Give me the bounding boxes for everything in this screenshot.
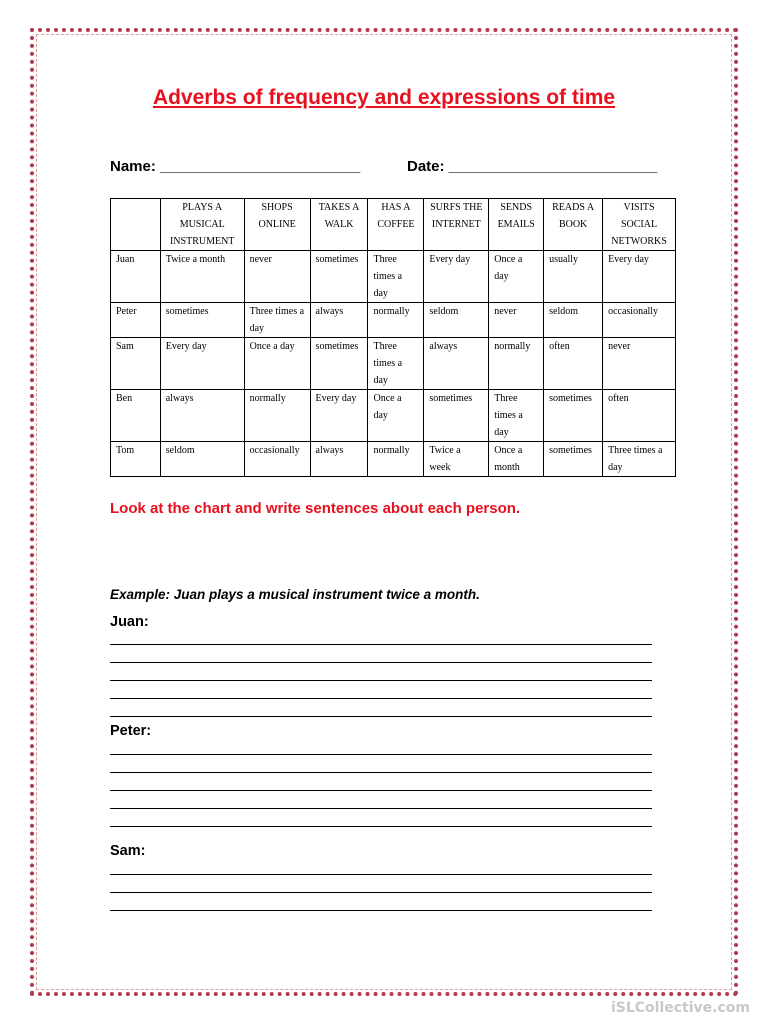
table-cell: Twice a month bbox=[160, 251, 244, 303]
table-row bbox=[111, 390, 676, 442]
table-cell: seldom bbox=[424, 303, 489, 338]
header-cell: VISITS SOCIAL NETWORKS bbox=[603, 199, 676, 251]
header-cell: TAKES A WALK bbox=[310, 199, 368, 251]
writing-line bbox=[110, 826, 652, 827]
table-cell: Every day bbox=[603, 251, 676, 303]
table-cell: Tom bbox=[111, 442, 161, 477]
frequency-chart bbox=[110, 198, 676, 477]
table-cell: sometimes bbox=[310, 338, 368, 390]
table-cell: normally bbox=[244, 390, 310, 442]
writing-line bbox=[110, 910, 652, 911]
table-cell: always bbox=[310, 303, 368, 338]
watermark: iSLCollective.com bbox=[610, 1000, 750, 1016]
table-cell: Three times a day bbox=[489, 390, 544, 442]
instruction-text: Look at the chart and write sentences about each person. bbox=[110, 500, 521, 517]
table-cell: Every day bbox=[160, 338, 244, 390]
writing-line bbox=[110, 680, 652, 681]
table-cell: sometimes bbox=[424, 390, 489, 442]
writing-line bbox=[110, 892, 652, 893]
writing-line bbox=[110, 716, 652, 717]
name-field: Name: ________________________ bbox=[110, 158, 361, 175]
table-cell: often bbox=[603, 390, 676, 442]
table-cell: Three times a day bbox=[368, 338, 424, 390]
person-label-peter: Peter: bbox=[110, 723, 152, 739]
table-row bbox=[111, 338, 676, 390]
table-cell: Sam bbox=[111, 338, 161, 390]
table-cell: seldom bbox=[544, 303, 603, 338]
table-cell: Peter bbox=[111, 303, 161, 338]
table-cell: sometimes bbox=[310, 251, 368, 303]
table-cell: seldom bbox=[160, 442, 244, 477]
header-cell: READS A BOOK bbox=[544, 199, 603, 251]
table-cell: normally bbox=[368, 442, 424, 477]
table-cell: always bbox=[310, 442, 368, 477]
table-cell: Three times a day bbox=[603, 442, 676, 477]
table-row bbox=[111, 442, 676, 477]
writing-line bbox=[110, 772, 652, 773]
table-cell: normally bbox=[368, 303, 424, 338]
table-header-row bbox=[111, 199, 676, 251]
table-cell: occasionally bbox=[244, 442, 310, 477]
worksheet-title: Adverbs of frequency and expressions of time bbox=[152, 86, 616, 109]
table-cell: always bbox=[160, 390, 244, 442]
table-cell: Once a day bbox=[244, 338, 310, 390]
table-cell: always bbox=[424, 338, 489, 390]
table-cell: Ben bbox=[111, 390, 161, 442]
writing-line bbox=[110, 644, 652, 645]
header-cell: HAS A COFFEE bbox=[368, 199, 424, 251]
table-cell: Once a month bbox=[489, 442, 544, 477]
table-cell: sometimes bbox=[544, 442, 603, 477]
header-cell bbox=[111, 199, 161, 251]
table-cell: Juan bbox=[111, 251, 161, 303]
table-cell: sometimes bbox=[544, 390, 603, 442]
header-cell: SHOPS ONLINE bbox=[244, 199, 310, 251]
table-cell: usually bbox=[544, 251, 603, 303]
table-cell: Every day bbox=[424, 251, 489, 303]
header-cell: SURFS THE INTERNET bbox=[424, 199, 489, 251]
table-cell: Three times a day bbox=[244, 303, 310, 338]
table-row bbox=[111, 303, 676, 338]
writing-line bbox=[110, 754, 652, 755]
header-cell: SENDS EMAILS bbox=[489, 199, 544, 251]
writing-line bbox=[110, 808, 652, 809]
table-cell: often bbox=[544, 338, 603, 390]
header-cell: PLAYS A MUSICAL INSTRUMENT bbox=[160, 199, 244, 251]
table-cell: never bbox=[603, 338, 676, 390]
date-field: Date: _________________________ bbox=[407, 158, 658, 175]
table-cell: Twice a week bbox=[424, 442, 489, 477]
person-label-juan: Juan: bbox=[110, 614, 149, 630]
writing-line bbox=[110, 790, 652, 791]
table-cell: sometimes bbox=[160, 303, 244, 338]
table-cell: Once a day bbox=[489, 251, 544, 303]
person-label-sam: Sam: bbox=[110, 843, 146, 859]
table-cell: Every day bbox=[310, 390, 368, 442]
writing-line bbox=[110, 698, 652, 699]
table-cell: occasionally bbox=[603, 303, 676, 338]
table-cell: never bbox=[244, 251, 310, 303]
table-cell: normally bbox=[489, 338, 544, 390]
table-row bbox=[111, 251, 676, 303]
example-sentence: Example: Juan plays a musical instrument twice a month. bbox=[110, 587, 480, 602]
table-cell: Once a day bbox=[368, 390, 424, 442]
table-cell: Three times a day bbox=[368, 251, 424, 303]
writing-line bbox=[110, 662, 652, 663]
writing-line bbox=[110, 874, 652, 875]
table-cell: never bbox=[489, 303, 544, 338]
